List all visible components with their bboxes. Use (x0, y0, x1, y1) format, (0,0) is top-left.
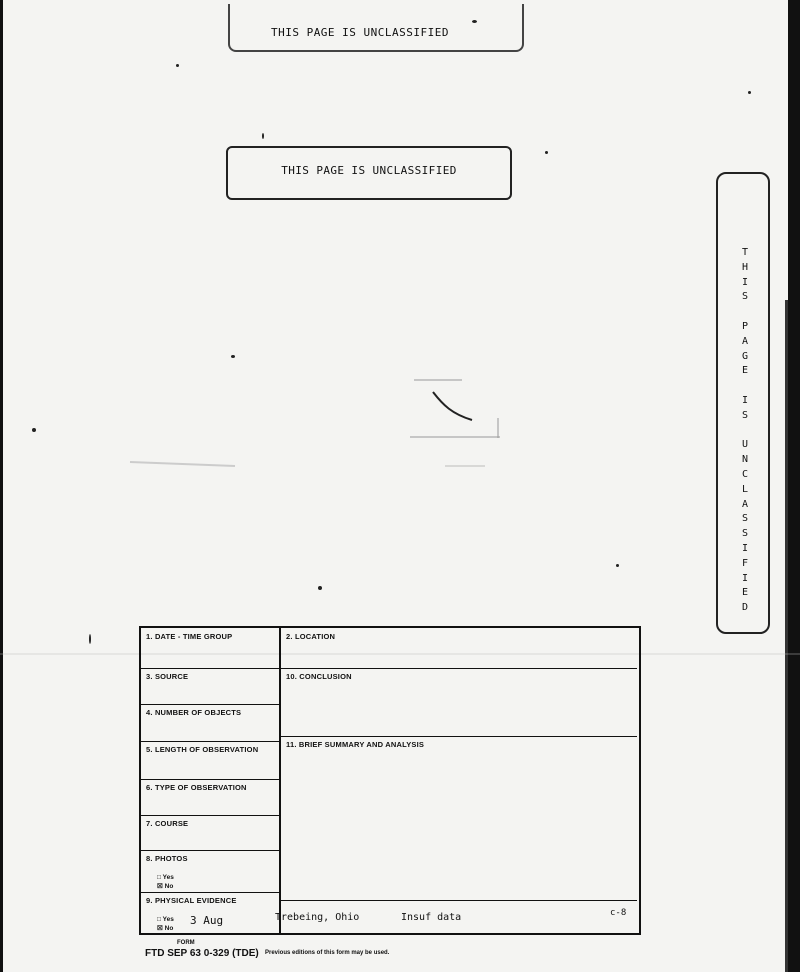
side-stamp-letter: S (741, 528, 749, 540)
option-label: Yes (162, 874, 174, 881)
field-label: 9. PHYSICAL EVIDENCE (146, 896, 237, 905)
side-stamp-letter: P (741, 320, 749, 332)
option-label: No (164, 925, 174, 932)
side-stamp-letter: I (741, 276, 749, 288)
field-photos (141, 850, 279, 893)
field-label: 10. CONCLUSION (286, 672, 352, 681)
side-stamp-letter: G (741, 350, 749, 362)
option-label: No (164, 883, 174, 890)
side-stamp-letter: N (741, 454, 749, 466)
side-stamp-letter: A (741, 335, 749, 347)
field-course (141, 815, 279, 851)
side-stamp-letter: U (741, 439, 749, 451)
side-stamp-letter: E (741, 587, 749, 599)
side-stamp-letter: H (741, 261, 749, 273)
side-stamp-letter: I (741, 572, 749, 584)
field-brief-summary (281, 736, 637, 932)
field-type-of-observation (141, 779, 279, 816)
side-stamp-letter: F (741, 557, 749, 569)
field-label: 3. SOURCE (146, 672, 189, 681)
checkbox-checked-icon: ☒ (157, 883, 163, 890)
field-number-of-objects (141, 704, 279, 742)
form-label: FORM (177, 940, 195, 946)
side-stamp-letter: S (741, 513, 749, 525)
entry-code: c-8 (610, 908, 627, 918)
field-label: 4. NUMBER OF OBJECTS (146, 708, 242, 717)
stamp-text: THIS PAGE IS UNCLASSIFIED (281, 164, 457, 177)
side-stamp-letter: E (741, 365, 749, 377)
side-stamp-letter: S (741, 409, 749, 421)
field-location (281, 628, 637, 669)
checkbox-checked-icon: ☒ (157, 925, 163, 932)
field-label: 2. LOCATION (286, 632, 336, 641)
brief-summary-divider (281, 900, 637, 901)
side-stamp-letter: L (741, 483, 749, 495)
form-note: Previous editions of this form may be used. (265, 950, 390, 956)
field-date-time-group (141, 628, 279, 669)
side-stamp-letter: A (741, 498, 749, 510)
side-stamp-letter: D (741, 602, 749, 614)
field-conclusion (281, 668, 637, 737)
side-stamp-letter: C (741, 468, 749, 480)
photos-yes-option (141, 863, 279, 882)
field-label: 7. COURSE (146, 819, 189, 828)
field-source (141, 668, 279, 705)
side-stamp-letter: I (741, 542, 749, 554)
field-label: 6. TYPE OF OBSERVATION (146, 783, 247, 792)
option-label: Yes (162, 916, 174, 923)
form-left-column (141, 628, 281, 933)
field-label: 11. BRIEF SUMMARY AND ANALYSIS (286, 740, 425, 749)
field-label: 5. LENGTH OF OBSERVATION (146, 745, 259, 754)
checkbox-empty-icon: □ (157, 916, 161, 923)
field-label: 1. DATE - TIME GROUP (146, 632, 233, 641)
form-id: FTD SEP 63 0-329 (TDE) (145, 948, 259, 959)
side-stamp-letter: S (741, 291, 749, 303)
entry-conclusion: Insuf data (401, 912, 462, 923)
field-label: 8. PHOTOS (146, 854, 188, 863)
side-stamp-letter: T (741, 247, 749, 258)
page-banner: THIS PAGE IS UNCLASSIFIED (270, 26, 450, 39)
side-stamp-letter: I (741, 394, 749, 406)
checkbox-empty-icon: □ (157, 874, 161, 881)
project-record-card (139, 626, 641, 935)
field-length-of-observation (141, 741, 279, 780)
entry-location: Trebeing, Ohio (275, 912, 360, 923)
entry-date: 3 Aug (190, 914, 224, 927)
photos-no-option (141, 882, 279, 891)
